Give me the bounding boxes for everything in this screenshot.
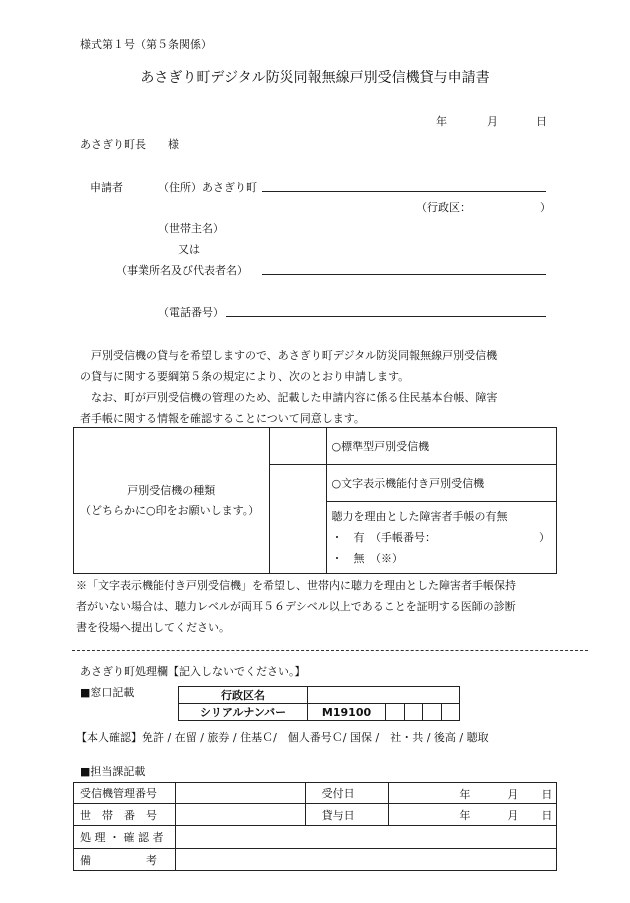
address-input-line[interactable] [262,191,546,192]
hearing-no-label[interactable]: ・ 無 （※） [331,552,403,565]
district-close: ） [540,201,551,214]
identity-check: 【本人確認】免許 / 在留 / 旅券 / 住基Ｃ/ 個人番号Ｃ/ 国保 / 社・共 / 後高 / 聴取 [76,731,489,744]
householder-label: （世帯主名） [158,222,224,235]
department-table [73,782,557,871]
form-number: 様式第１号（第５条関係） [80,38,212,51]
address-label: （住所） [158,181,202,194]
text-mark-cell[interactable] [269,465,327,574]
processor-label: 処 理 ・ 確 認 者 [74,826,176,849]
phone-label: （電話番号） [158,306,224,319]
date-day-label: 日 [536,115,547,128]
hearing-title: 聴力を理由とした障害者手帳の有無 [331,510,508,523]
receiver-type-label: 戸別受信機の種類 [127,483,216,497]
business-label: （事業所名及び代表者名） [116,264,248,277]
receiver-type-table [73,427,557,574]
hearing-yes-label: ・ 有 （手帳番号： [331,531,436,544]
district-label: （行政区： [416,201,471,214]
receiver-type-note: （どちらかに○印をお願いします。） [80,503,260,517]
serial-digit-cell[interactable] [423,704,441,721]
note-line: ※「文字表示機能付き戸別受信機」を希望し、世帯内に聴力を理由とした障害者手帳保持 [76,579,516,592]
household-number-label: 世 帯 番 号 [74,804,176,826]
date-year-label: 年 [436,115,447,128]
serial-value: M19100 [308,704,386,721]
body-line: の貸与に関する要綱第５条の規定により、次のとおり申請します。 [80,370,410,383]
received-date-value[interactable] [389,783,557,804]
processor-value[interactable] [175,826,556,849]
standard-mark-cell[interactable] [269,428,327,465]
month-label: 月 [507,788,519,801]
remarks-label: 備 考 [74,849,176,871]
year-label: 年 [459,788,471,801]
applicant-label: 申請者 [90,181,123,194]
received-date-label: 受付日 [305,783,389,804]
serial-digit-cell[interactable] [386,704,404,721]
serial-digit-cell[interactable] [441,704,460,721]
addressee: あさぎり町長 様 [80,138,179,151]
or-label: 又は [178,243,200,256]
phone-input-line[interactable] [226,316,546,317]
body-line: なお、町が戸別受信機の管理のため、記載した申請内容に係る住民基本台帳、障害 [80,391,498,404]
text-display-option: ○文字表示機能付き戸別受信機 [327,465,557,502]
serial-label: シリアルナンバー [179,704,308,721]
day-label: 日 [541,788,553,801]
management-number-value[interactable] [175,783,305,804]
month-label: 月 [507,809,519,822]
application-statement [80,345,550,429]
hearing-cell [327,502,557,574]
day-label: 日 [541,809,553,822]
name-input-line[interactable] [262,274,546,275]
note-line: 書を役場へ提出してください。 [76,621,230,634]
serial-table [178,686,460,721]
household-number-value[interactable] [175,804,305,826]
hearing-yes-row[interactable] [331,527,552,548]
receiver-type-cell [74,428,270,574]
dashed-separator [72,650,588,651]
address-prefix: あさぎり町 [202,181,257,194]
district-name-label: 行政区名 [179,687,308,704]
date-month-label: 月 [487,115,498,128]
body-line: 者手帳に関する情報を確認することについて同意します。 [80,412,365,425]
lending-date-label: 貸与日 [305,804,389,826]
year-label: 年 [459,809,471,822]
hearing-yes-close: ） [539,531,550,544]
office-header: あさぎり町処理欄【記入しないでください。】 [80,665,306,678]
section-label: ■担当課記載 [80,765,146,778]
window-label: ■窓口記載 [80,686,135,699]
note-block [76,575,556,638]
district-name-value[interactable] [308,687,460,704]
management-number-label: 受信機管理番号 [74,783,176,804]
serial-digit-cell[interactable] [404,704,422,721]
page-title: あさぎり町デジタル防災同報無線戸別受信機貸与申請書 [140,70,490,86]
remarks-value[interactable] [175,849,556,871]
body-line: 戸別受信機の貸与を希望しますので、あさぎり町デジタル防災同報無線戸別受信機 [80,349,498,362]
lending-date-value[interactable] [389,804,557,826]
standard-option: ○標準型戸別受信機 [327,428,557,465]
note-line: 者がいない場合は、聴力レベルが両耳５６デシベル以上であることを証明する医師の診断 [76,600,516,613]
